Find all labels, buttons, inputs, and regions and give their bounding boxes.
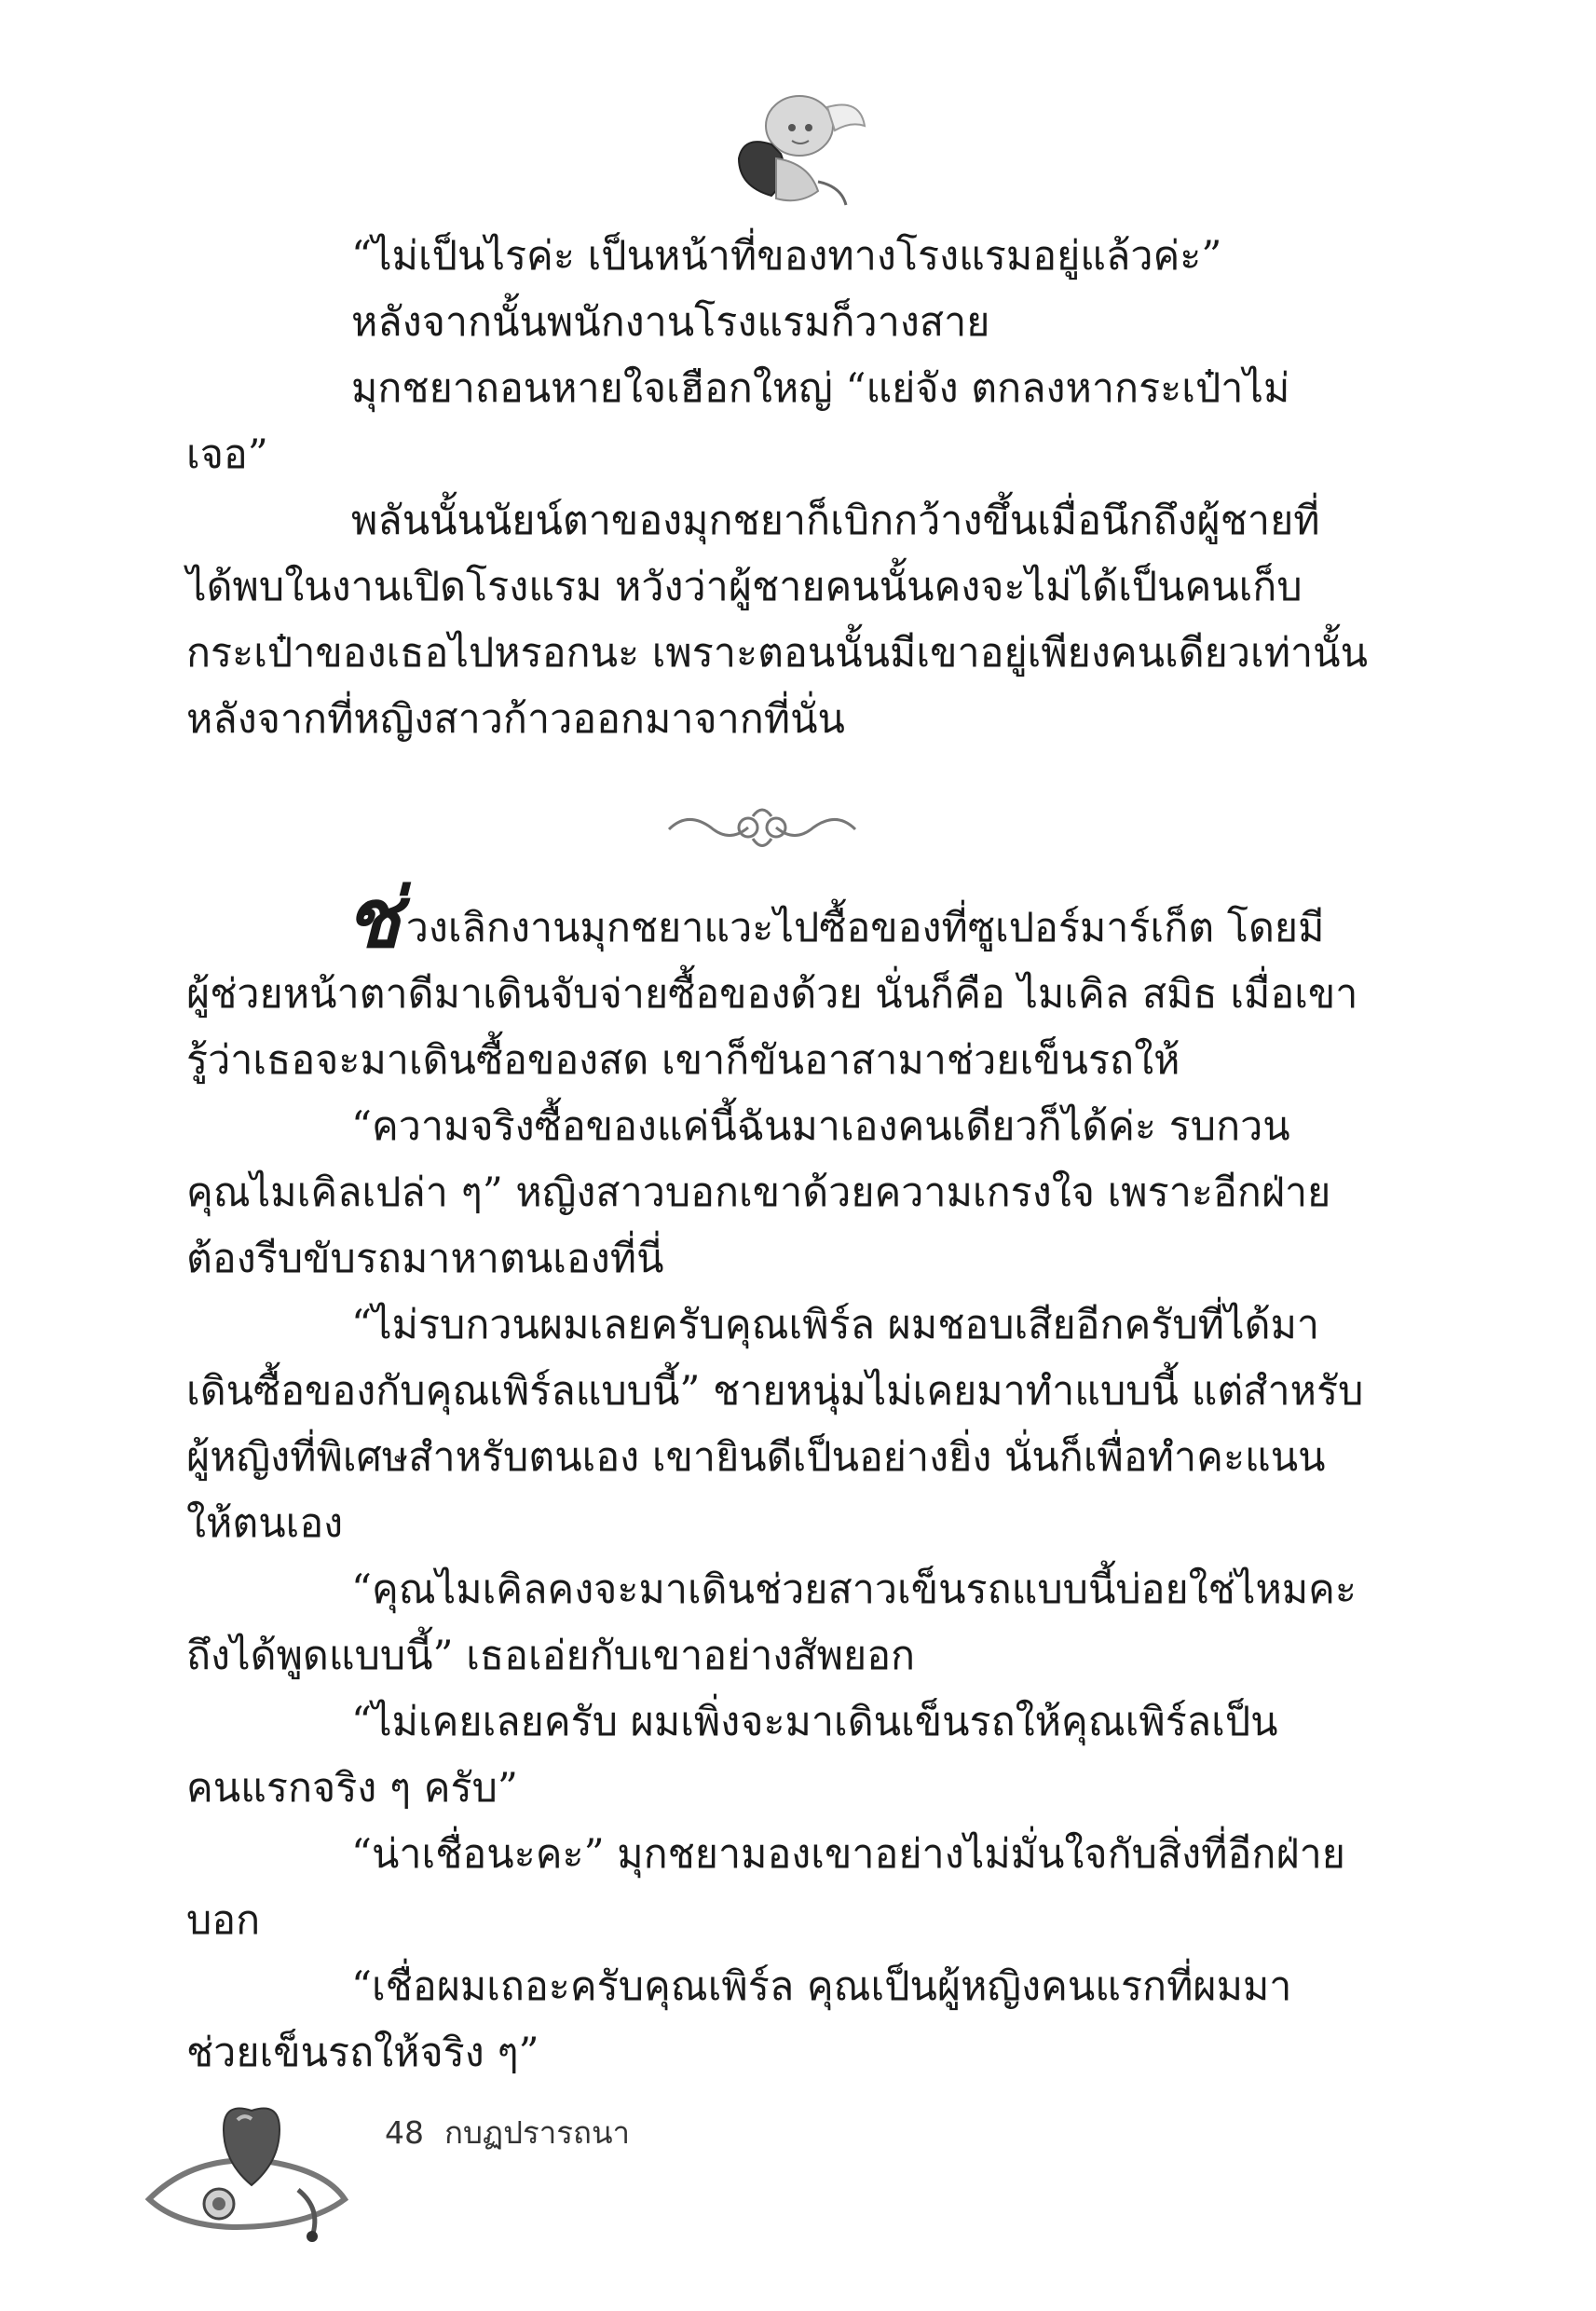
page-number: 48: [385, 2114, 424, 2151]
text-line: รู้ว่าเธอจะมาเดินซื้อของสด เขาก็ขันอาสามาช่วยเข็นรถให้: [186, 1037, 1180, 1084]
drop-cap: ช่: [345, 869, 401, 966]
heart-stethoscope-icon: [140, 2097, 363, 2246]
text-line: ให้ตนเอง: [186, 1500, 344, 1547]
page-footer: [385, 2108, 650, 2157]
section-two-text: [186, 869, 1364, 2086]
text-line: เดินซื้อของกับคุณเพิร์ลแบบนี้” ชายหนุ่มไม่เคยมาทำแบบนี้ แต่สำหรับ: [186, 1368, 1364, 1415]
cupid-heart-icon: [688, 89, 874, 210]
opening-text: วงเลิกงานมุกชยาแวะไปซื้อของที่ซูเปอร์มาร์เก็ต โดยมี: [405, 905, 1325, 951]
dialogue-paragraph: [186, 1557, 1357, 1689]
text-line: ต้องรีบขับรถมาหาตนเองที่นี่: [186, 1236, 664, 1282]
text-line: “ไม่รบกวนผมเลยครับคุณเพิร์ล ผมชอบเสียอีกครับที่ได้มา: [351, 1302, 1320, 1348]
paragraph: [186, 290, 1327, 356]
dialogue-paragraph: [186, 1292, 1364, 1557]
opening-paragraph: [186, 869, 1358, 1094]
text-line: “ไม่เป็นไรค่ะ เป็นหน้าที่ของทางโรงแรมอยู่แล้วค่ะ”: [351, 233, 1222, 280]
text-line: หลังจากนั้นพนักงานโรงแรมก็วางสาย: [351, 299, 990, 346]
dialogue-paragraph: [186, 1094, 1331, 1292]
text-line: เจอ”: [186, 431, 268, 478]
text-line: บอก: [186, 1897, 261, 1944]
text-line: “ไม่เคยเลยครับ ผมเพิ่งจะมาเดินเข็นรถให้คุณเพิร์ลเป็น: [351, 1699, 1278, 1745]
text-line: “ความจริงซื้อของแค่นี้ฉันมาเองคนเดียวก็ได้ค่ะ รบกวน: [351, 1103, 1290, 1150]
text-line: “น่าเชื่อนะคะ” มุกชยามองเขาอย่างไม่มั่นใจกับสิ่งที่อีกฝ่าย: [351, 1831, 1345, 1878]
text-line: “คุณไมเคิลคงจะมาเดินช่วยสาวเข็นรถแบบนี้บ่อยใช่ไหมคะ: [351, 1566, 1357, 1613]
book-title: กบฏปรารถนา: [444, 2114, 631, 2151]
text-line: มุกชยาถอนหายใจเฮือกใหญ่ “แย่จัง ตกลงหากระเป๋าไม่: [351, 365, 1290, 412]
text-line: หลังจากที่หญิงสาวก้าวออกมาจากที่นั่น: [186, 696, 845, 743]
paragraph: [186, 356, 1327, 488]
section-one-text: [186, 224, 1368, 753]
paragraph: [186, 224, 1327, 290]
text-line: ผู้หญิงที่พิเศษสำหรับตนเอง เขายินดีเป็นอย่างยิ่ง นั่นก็เพื่อทำคะแนน: [186, 1434, 1326, 1481]
text-line: คุณไมเคิลเปล่า ๆ” หญิงสาวบอกเขาด้วยความเกรงใจ เพราะอีกฝ่าย: [186, 1169, 1331, 1216]
dialogue-paragraph: [186, 1689, 1327, 1822]
text-line: ผู้ช่วยหน้าตาดีมาเดินจับจ่ายซื้อของด้วย นั่นก็คือ ไมเคิล สมิธ เมื่อเขา: [186, 971, 1358, 1018]
dialogue-paragraph: [186, 1954, 1327, 2086]
text-line: ช่วยเข็นรถให้จริง ๆ”: [186, 2030, 539, 2076]
text-line: [186, 869, 1327, 966]
scroll-ornament-icon: [660, 801, 865, 857]
dialogue-paragraph: [186, 1822, 1345, 1954]
text-line: กระเป๋าของเธอไปหรอกนะ เพราะตอนนั้นมีเขาอยู่เพียงคนเดียวเท่านั้น: [186, 630, 1368, 677]
text-line: “เชื่อผมเถอะครับคุณเพิร์ล คุณเป็นผู้หญิงคนแรกที่ผมมา: [351, 1963, 1292, 2010]
text-line: ถึงได้พูดแบบนี้” เธอเอ่ยกับเขาอย่างสัพยอก: [186, 1633, 916, 1679]
text-line: พลันนั้นนัยน์ตาของมุกชยาก็เบิกกว้างขึ้นเมื่อนึกถึงผู้ชายที่: [351, 498, 1320, 544]
text-line: ได้พบในงานเปิดโรงแรม หวังว่าผู้ชายคนนั้นคงจะไม่ได้เป็นคนเก็บ: [186, 564, 1303, 610]
paragraph: [186, 488, 1368, 753]
text-line: คนแรกจริง ๆ ครับ”: [186, 1765, 518, 1812]
